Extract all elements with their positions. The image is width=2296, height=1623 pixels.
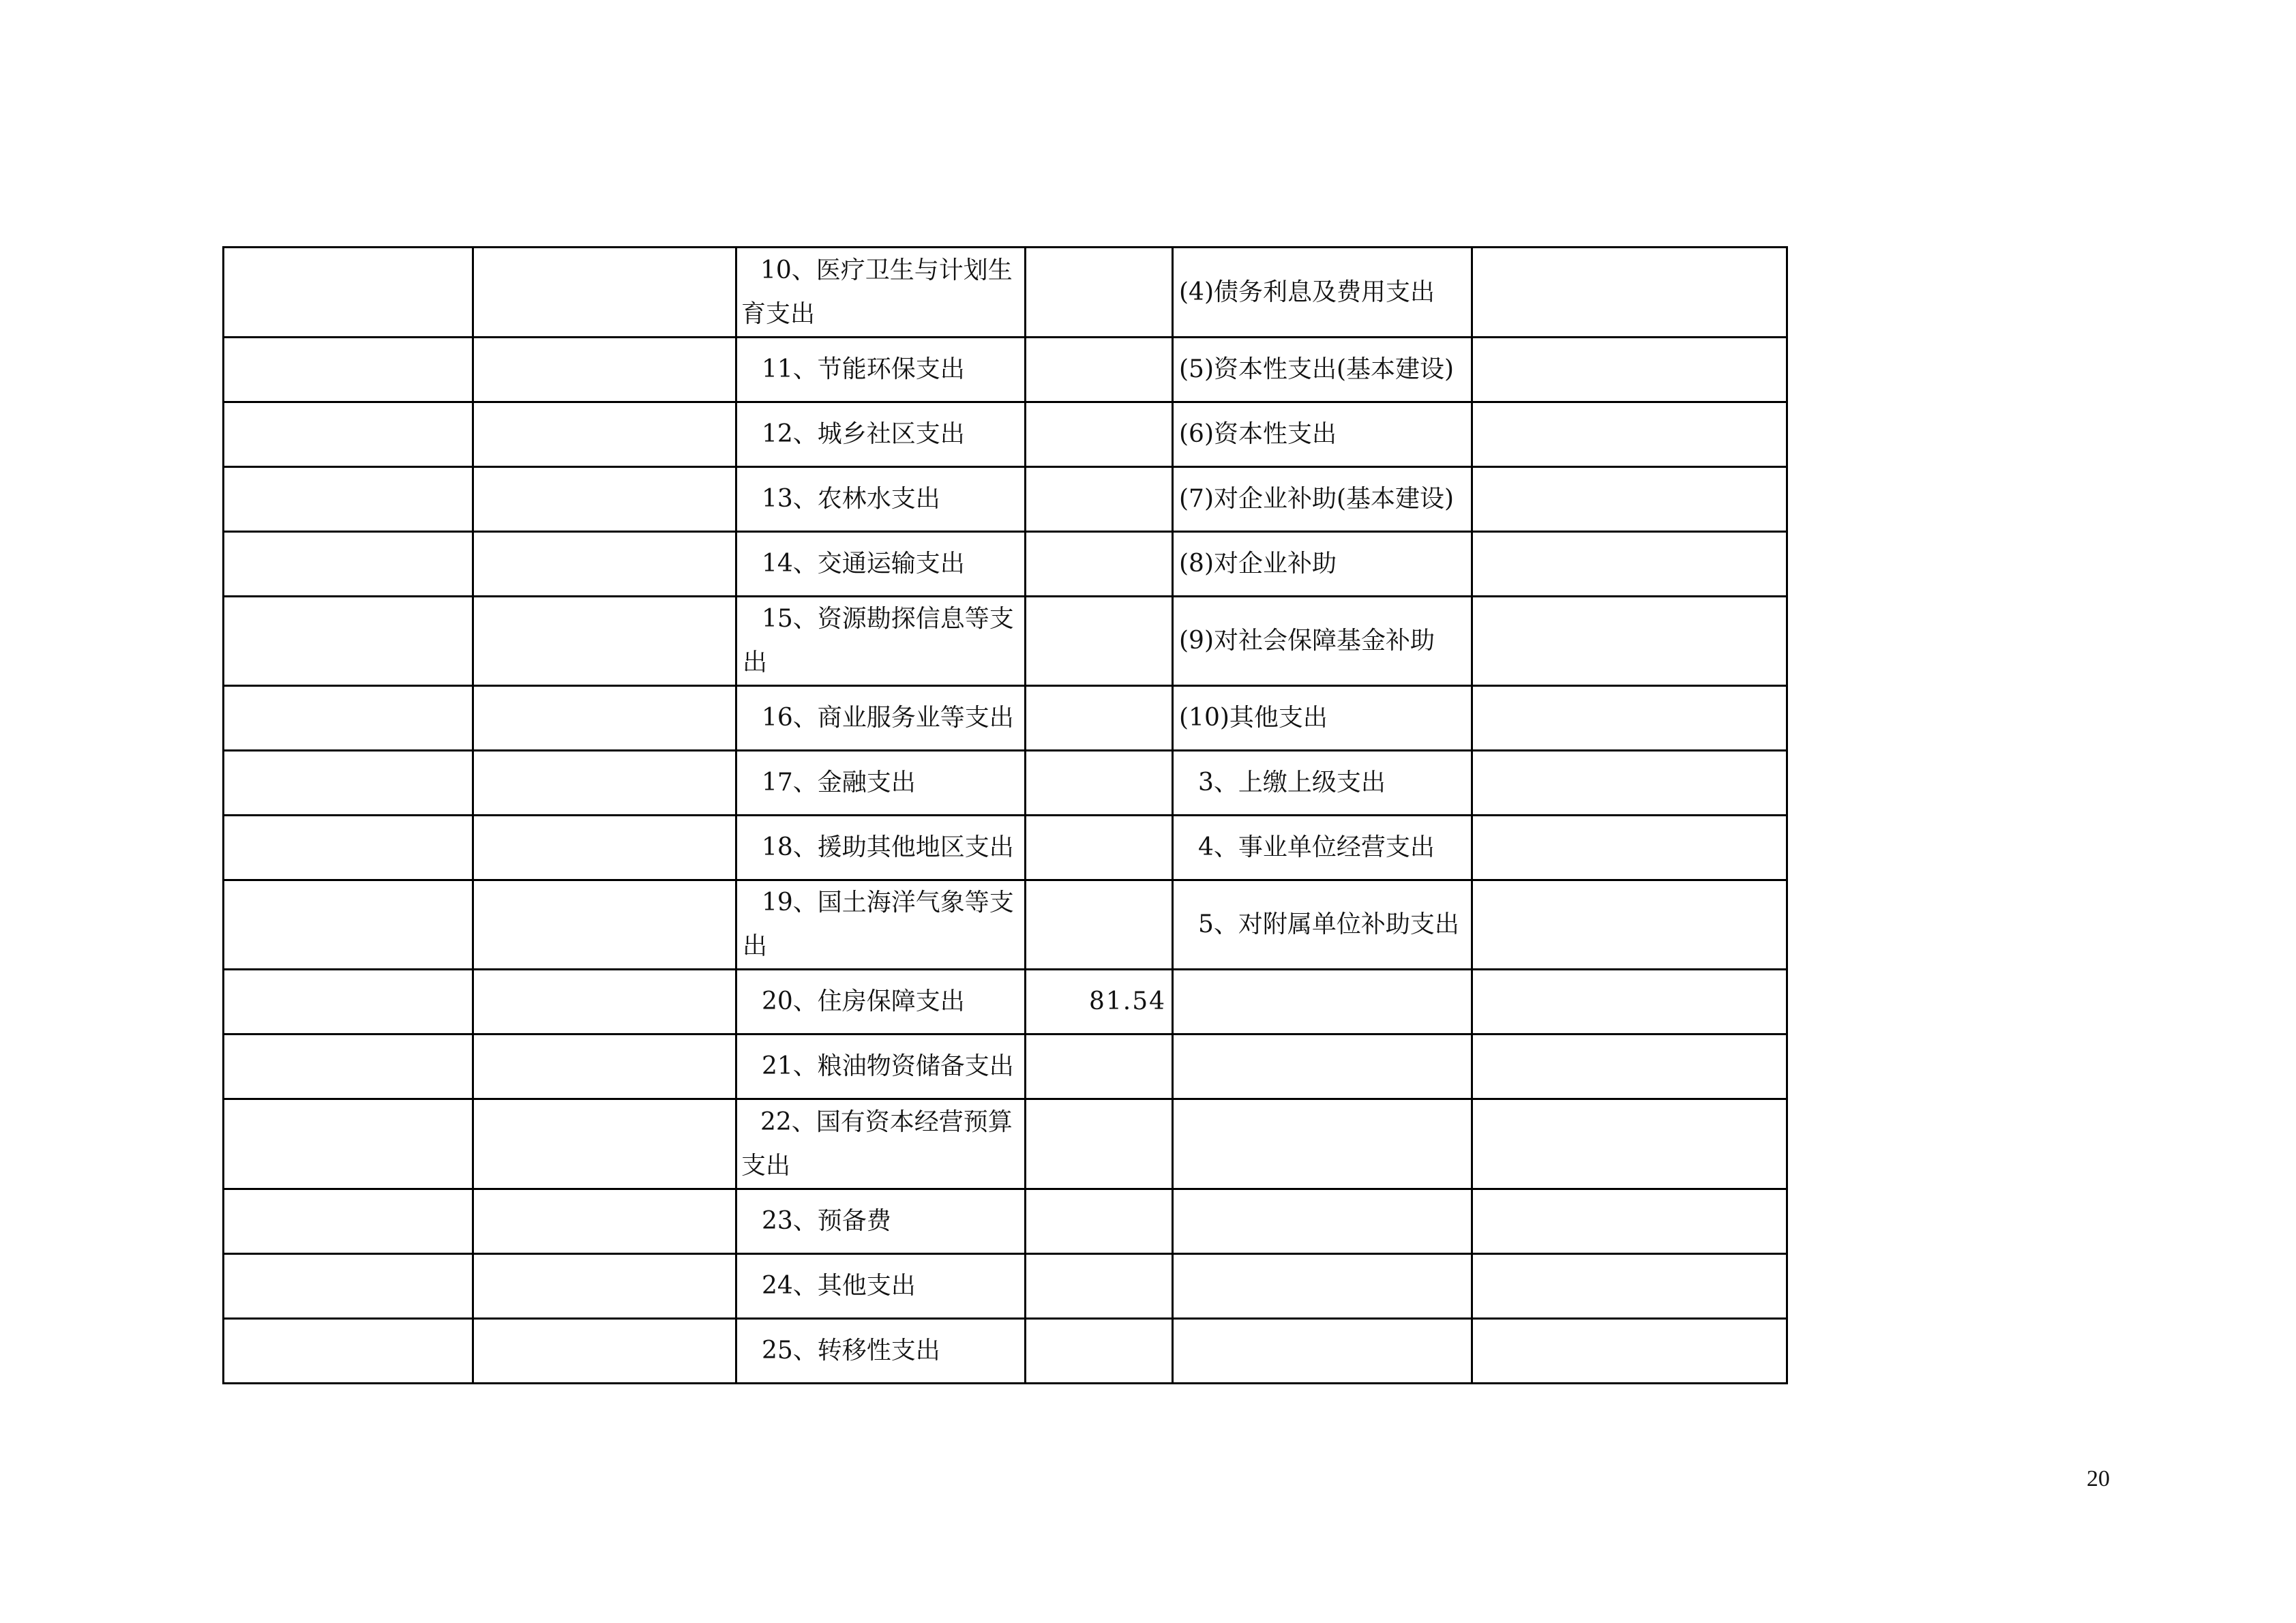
expenditure-category-cell: 23、预备费 [736, 1189, 1026, 1254]
economic-category-cell [1173, 1254, 1472, 1319]
economic-amount-cell [1472, 597, 1787, 686]
economic-amount-cell [1472, 467, 1787, 532]
economic-amount-cell [1472, 816, 1787, 880]
income-amount-cell [473, 338, 736, 402]
page-number: 20 [2087, 1466, 2110, 1491]
income-item-cell [224, 467, 473, 532]
expenditure-category-cell: 15、资源勘探信息等支出 [736, 597, 1026, 686]
expenditure-amount-cell [1026, 532, 1173, 597]
income-amount-cell [473, 970, 736, 1034]
income-item-cell [224, 1189, 473, 1254]
expenditure-amount-cell [1026, 402, 1173, 467]
income-amount-cell [473, 467, 736, 532]
table-row [224, 816, 1787, 880]
expenditure-amount-cell [1026, 1034, 1173, 1099]
income-amount-cell [473, 686, 736, 751]
economic-category-cell: 5、对附属单位补助支出 [1173, 880, 1472, 970]
expenditure-amount-cell [1026, 597, 1173, 686]
table-row [224, 1034, 1787, 1099]
economic-amount-cell [1472, 532, 1787, 597]
income-item-cell [224, 532, 473, 597]
income-item-cell [224, 1099, 473, 1189]
income-amount-cell [473, 816, 736, 880]
income-amount-cell [473, 532, 736, 597]
income-item-cell [224, 880, 473, 970]
economic-amount-cell [1472, 686, 1787, 751]
expenditure-category-cell: 14、交通运输支出 [736, 532, 1026, 597]
expenditure-category-cell: 25、转移性支出 [736, 1319, 1026, 1384]
income-amount-cell [473, 1254, 736, 1319]
income-item-cell [224, 597, 473, 686]
table-row [224, 751, 1787, 816]
expenditure-category-cell: 12、城乡社区支出 [736, 402, 1026, 467]
economic-amount-cell [1472, 1254, 1787, 1319]
income-amount-cell [473, 1099, 736, 1189]
economic-category-cell: 4、事业单位经营支出 [1173, 816, 1472, 880]
expenditure-amount-cell [1026, 248, 1173, 338]
economic-category-cell: (9)对社会保障基金补助 [1173, 597, 1472, 686]
economic-category-cell [1173, 1319, 1472, 1384]
economic-category-cell: 3、上缴上级支出 [1173, 751, 1472, 816]
expenditure-category-cell: 24、其他支出 [736, 1254, 1026, 1319]
income-amount-cell [473, 597, 736, 686]
income-amount-cell [473, 248, 736, 338]
table-row [224, 686, 1787, 751]
income-item-cell [224, 816, 473, 880]
income-amount-cell [473, 1034, 736, 1099]
economic-amount-cell [1472, 248, 1787, 338]
income-amount-cell [473, 402, 736, 467]
income-item-cell [224, 686, 473, 751]
economic-category-cell: (10)其他支出 [1173, 686, 1472, 751]
economic-category-cell: (6)资本性支出 [1173, 402, 1472, 467]
income-item-cell [224, 970, 473, 1034]
expenditure-amount-cell [1026, 338, 1173, 402]
economic-category-cell [1173, 1099, 1472, 1189]
table-row [224, 467, 1787, 532]
economic-amount-cell [1472, 970, 1787, 1034]
expenditure-amount-cell [1026, 880, 1173, 970]
table-row [224, 1099, 1787, 1189]
expenditure-amount-cell [1026, 1254, 1173, 1319]
economic-amount-cell [1472, 338, 1787, 402]
economic-amount-cell [1472, 1034, 1787, 1099]
expenditure-amount-cell [1026, 751, 1173, 816]
economic-amount-cell [1472, 1189, 1787, 1254]
table-row [224, 597, 1787, 686]
table-row [224, 1254, 1787, 1319]
expenditure-amount-cell [1026, 1189, 1173, 1254]
expenditure-category-cell: 22、国有资本经营预算支出 [736, 1099, 1026, 1189]
expenditure-category-cell: 13、农林水支出 [736, 467, 1026, 532]
income-amount-cell [473, 880, 736, 970]
expenditure-category-cell: 10、医疗卫生与计划生育支出 [736, 248, 1026, 338]
expenditure-category-cell: 20、住房保障支出 [736, 970, 1026, 1034]
expenditure-amount-cell [1026, 1319, 1173, 1384]
economic-category-cell: (5)资本性支出(基本建设) [1173, 338, 1472, 402]
table-row [224, 1319, 1787, 1384]
expenditure-amount-cell [1026, 1099, 1173, 1189]
economic-category-cell: (7)对企业补助(基本建设) [1173, 467, 1472, 532]
income-item-cell [224, 402, 473, 467]
table-row [224, 402, 1787, 467]
economic-amount-cell [1472, 1319, 1787, 1384]
income-item-cell [224, 1319, 473, 1384]
expenditure-amount-cell [1026, 816, 1173, 880]
expenditure-amount-cell [1026, 686, 1173, 751]
expenditure-category-cell: 21、粮油物资储备支出 [736, 1034, 1026, 1099]
economic-category-cell [1173, 1034, 1472, 1099]
table-row [224, 248, 1787, 338]
expenditure-category-cell: 11、节能环保支出 [736, 338, 1026, 402]
income-item-cell [224, 248, 473, 338]
income-amount-cell [473, 1189, 736, 1254]
expenditure-category-cell: 18、援助其他地区支出 [736, 816, 1026, 880]
economic-category-cell [1173, 970, 1472, 1034]
budget-expenditure-table [222, 246, 1788, 1384]
income-item-cell [224, 338, 473, 402]
income-item-cell [224, 751, 473, 816]
table-row [224, 970, 1787, 1034]
economic-amount-cell [1472, 751, 1787, 816]
income-amount-cell [473, 1319, 736, 1384]
table-row [224, 532, 1787, 597]
economic-amount-cell [1472, 402, 1787, 467]
expenditure-category-cell: 16、商业服务业等支出 [736, 686, 1026, 751]
income-item-cell [224, 1034, 473, 1099]
income-amount-cell [473, 751, 736, 816]
expenditure-amount-cell [1026, 467, 1173, 532]
economic-amount-cell [1472, 880, 1787, 970]
economic-amount-cell [1472, 1099, 1787, 1189]
economic-category-cell: (4)债务利息及费用支出 [1173, 248, 1472, 338]
table-row [224, 338, 1787, 402]
income-item-cell [224, 1254, 473, 1319]
table-row [224, 1189, 1787, 1254]
expenditure-amount-cell: 81.54 [1026, 970, 1173, 1034]
table-body [224, 248, 1787, 1384]
expenditure-category-cell: 17、金融支出 [736, 751, 1026, 816]
economic-category-cell [1173, 1189, 1472, 1254]
expenditure-category-cell: 19、国土海洋气象等支出 [736, 880, 1026, 970]
table-row [224, 880, 1787, 970]
economic-category-cell: (8)对企业补助 [1173, 532, 1472, 597]
